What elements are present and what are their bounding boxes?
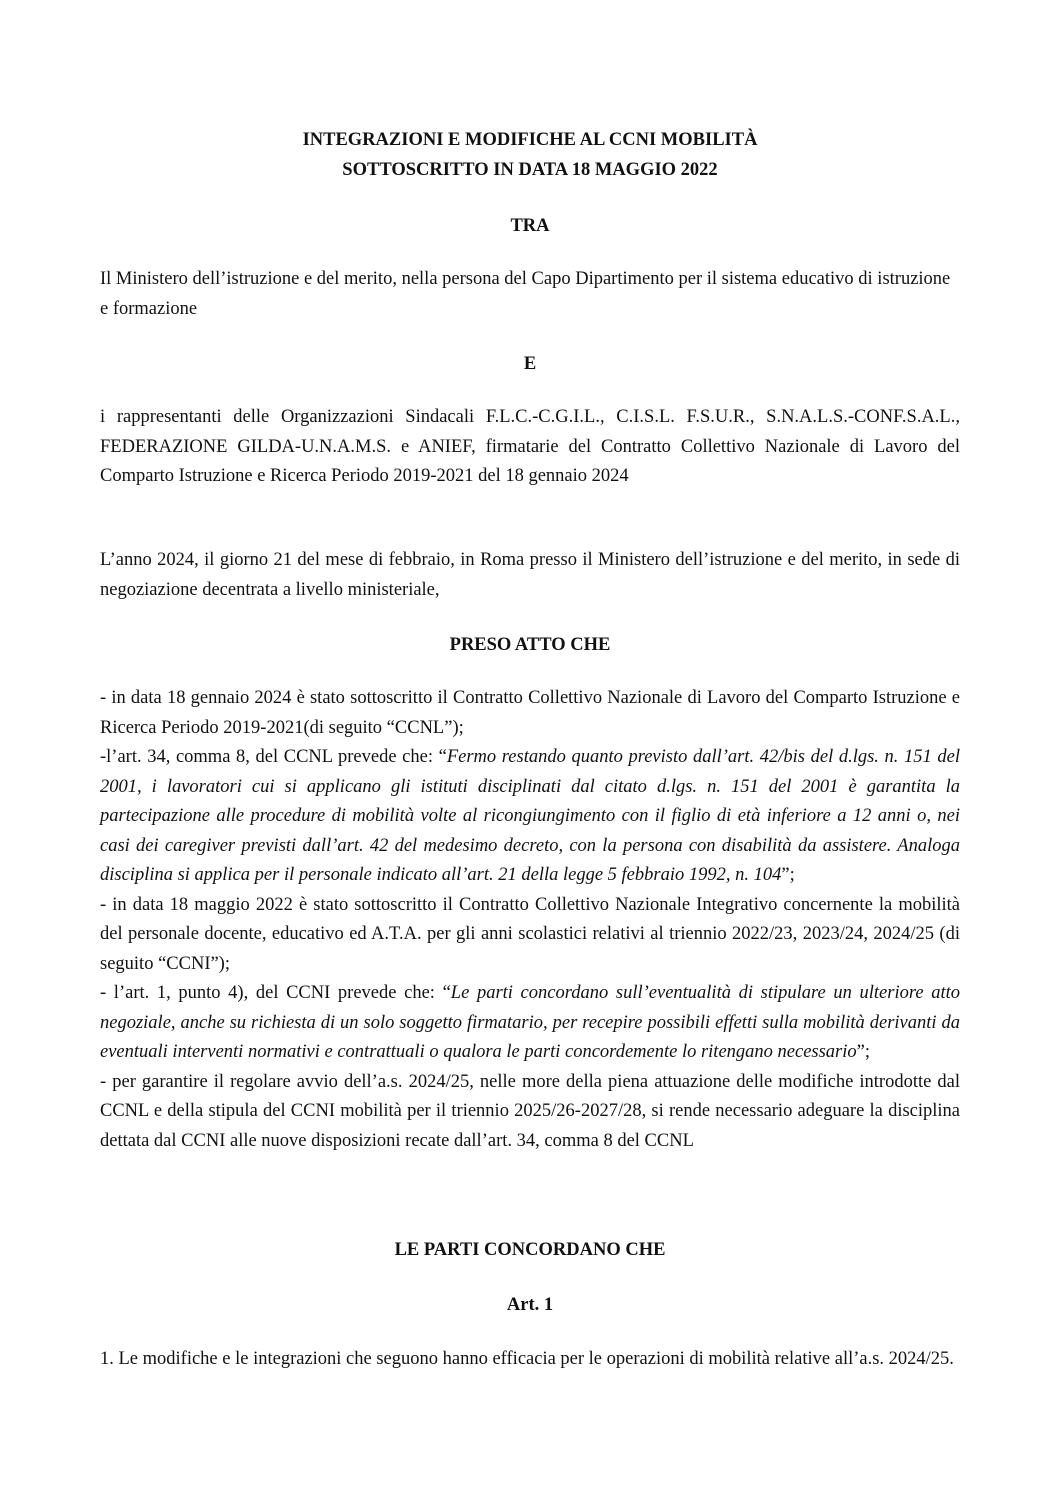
- premise-item-4: [100, 979, 960, 1068]
- premise-item-4-end: ”;: [856, 1042, 871, 1062]
- party-ministero: Il Ministero dell’istruzione e del merito, nella persona del Capo Dipartimento per il sistema educativo di istruzione e formazione: [100, 269, 951, 319]
- premise-item-5: - per garantire il regolare avvio dell’a.s. 2024/25, nelle more della piena attuazione delle modifiche introdotte dal CCNL e della stipula del CCNI mobilità per il triennio 2025/26-2027/28, si rende necessario adeguare la disciplina dettata dal CCNI alle nuove disposizioni recate dall’art. 34, comma 8 del CCNL: [100, 1071, 960, 1151]
- premises-list: [100, 684, 960, 1156]
- article-title: Art. 1: [506, 1295, 554, 1315]
- article-1-paragraph-1: 1. Le modifiche e le integrazioni che seguono hanno efficacia per le operazioni di mobilità relative all’a.s. 2024/25.: [100, 1349, 954, 1369]
- heading-preso-atto: PRESO ATTO CHE: [449, 635, 611, 655]
- premise-item-2-quote: Fermo restando quanto previsto dall’art. 42/bis del d.lgs. n. 151 del 2001, i lavoratori cui si applicano gli istituti disciplinati dal citato d.lgs. n. 151 del 2001 è garantita la partecipazione alle procedure di mobilità volte al ricongiungimento con il figlio di età inferiore a 12 anni o, nei casi dei caregiver previsti dall’art. 42 del medesimo decreto, con la persona con disabilità da assistere. Analoga disciplina si applica per il personale indicato all’art. 21 della legge 5 febbraio 1992, n. 104: [100, 747, 960, 885]
- document-title: [100, 126, 960, 185]
- premise-item-1: - in data 18 gennaio 2024 è stato sottoscritto il Contratto Collettivo Nazionale di Lavoro del Comparto Istruzione e Ricerca Periodo 2019-2021(di seguito “CCNL”);: [100, 688, 960, 738]
- heading-parti-concordano: LE PARTI CONCORDANO CHE: [394, 1240, 666, 1260]
- premise-item-2: [100, 743, 960, 891]
- heading-e: E: [523, 354, 537, 374]
- heading-tra: TRA: [510, 216, 550, 236]
- title-line-2: SOTTOSCRITTO IN DATA 18 MAGGIO 2022: [342, 159, 718, 180]
- premise-item-3: - in data 18 maggio 2022 è stato sottoscritto il Contratto Collettivo Nazionale Integrativo concernente la mobilità del personale docente, educativo ed A.T.A. per gli anni scolastici relativi al triennio 2022/23, 2023/24, 2024/25 (di seguito “CCNI”);: [100, 894, 960, 974]
- premise-item-2-intro: -l’art. 34, comma 8, del CCNL prevede che: “: [100, 747, 447, 767]
- party-sindacati: i rappresentanti delle Organizzazioni Sindacali F.L.C.-C.G.I.L., C.I.S.L. F.S.U.R., S.N.A.L.S.-CONF.S.A.L., FEDERAZIONE GILDA-U.N.A.M.S. e ANIEF, firmatarie del Contratto Collettivo Nazionale di Lavoro del Comparto Istruzione e Ricerca Periodo 2019-2021 del 18 gennaio 2024: [100, 407, 960, 486]
- premise-item-4-quote: Le parti concordano sull’eventualità di stipulare un ulteriore atto negoziale, anche su richiesta di un solo soggetto firmatario, per recepire possibili effetti sulla mobilità derivanti da eventuali interventi normativi e contrattuali o qualora le parti concordemente lo ritengano necessario: [100, 983, 960, 1062]
- premise-item-4-intro: - l’art. 1, punto 4), del CCNI prevede che: “: [100, 983, 451, 1003]
- preamble-date: L’anno 2024, il giorno 21 del mese di febbraio, in Roma presso il Ministero dell’istruzione e del merito, in sede di negoziazione decentrata a livello ministeriale,: [100, 550, 960, 600]
- title-line-1: INTEGRAZIONI E MODIFICHE AL CCNI MOBILITÀ: [302, 130, 758, 150]
- premise-item-2-end: ”;: [781, 865, 795, 885]
